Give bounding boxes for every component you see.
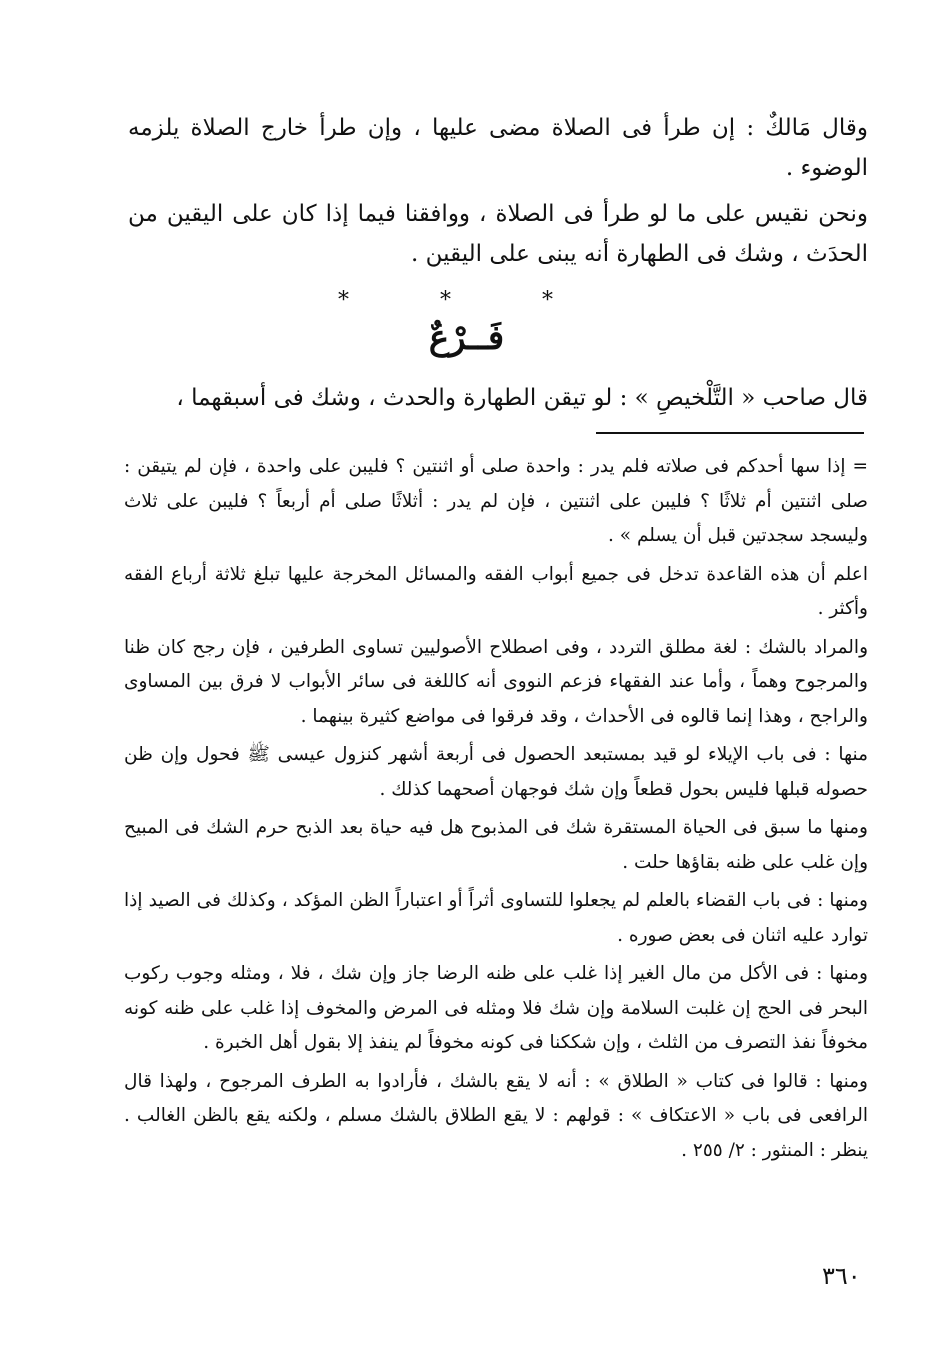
footnotes [124,450,868,1172]
main-text [128,108,868,280]
page-number: ٣٦٠ [822,1262,861,1290]
section-heading: فَــرْعٌ [428,318,505,358]
footnote-paragraph: اعلم أن هذه القاعدة تدخل فى جميع أبواب الفقه والمسائل المخرجة عليها تبلغ ثلاثة أرباع الفقه وأكثر . [124,563,868,619]
footnote-divider [596,432,864,434]
section-separator: * * * [338,288,595,313]
section-body [128,378,868,418]
main-paragraph-2: ونحن نقيس على ما لو طرأ فى الصلاة ، ووافقنا فيما إذا كان على اليقين من الحدَث ، وشك فى الطهارة أنه يبنى على اليقين . [128,201,868,267]
footnote-paragraph: منها : فى باب الإيلاء لو قيد بمستبعد الحصول فى أربعة أشهر كنزول عيسى ﷺ فحول وإن ظن حصوله قبلها فليس بحول قطعاً وإن شك فوجهان أصحهما كذلك . [124,744,868,800]
footnote-paragraph: ومنها : قالوا فى كتاب « الطلاق » : أنه لا يقع بالشك ، فأرادوا به الطرف المرجوح ، ولهذا قال الرافعى فى باب « الاعتكاف » : قولهم : لا يقع الطلاق بالشك مسلم ، ولكنه يقع بالظن الغالب . ينظر : المنثور : ٢/ ٢٥٥ . [124,1070,868,1161]
section-paragraph: قال صاحب « التَّلْخيصِ » : لو تيقن الطهارة والحدث ، وشك فى أسبقهما ، [176,385,868,411]
footnote-paragraph: ومنها : فى باب القضاء بالعلم لم يجعلوا للتساوى أثراً أو اعتباراً الظن المؤكد ، وكذلك فى الصيد إذا توارد عليه اثنان فى بعض صوره . [124,890,868,946]
footnote-paragraph: ومنها : فى الأكل من مال الغير إذا غلب على ظنه الرضا جاز وإن شك ، فلا ، ومثله وجوب ركوب البحر فى الحج إن غلبت السلامة وإن شك فلا ومثله فى المرض والمخوف إذا غلب على ظنه كونه مخوفاً نفذ التصرف من الثلث ، وإن شككنا فى كونه مخوفاً لم ينفذ إلا بقول أهل الخبرة . [124,963,868,1053]
footnote-paragraph: والمراد بالشك : لغة مطلق التردد ، وفى اصطلاح الأصوليين تساوى الطرفين ، فإن رجح كان ظنا والمرجوح وهماً ، وأما عند الفقهاء فزعم النووى أنه كاللغة فى سائر الأبواب لا فرق بين المساوى والراجح ، وهذا إنما قالوه فى الأحداث ، وقد فرقوا فى مواضع كثيرة بينهما . [124,636,868,727]
footnote-paragraph: ومنها ما سبق فى الحياة المستقرة شك فى المذبوح هل فيه حياة بعد الذبح حرم الشك فى المبيح وإن غلب على ظنه بقاؤها حلت . [124,817,868,873]
main-paragraph-1: وقال مَالكٌ : إن طرأ فى الصلاة مضى عليها ، وإن طرأ خارج الصلاة يلزمه الوضوء . [128,115,868,181]
footnote-paragraph: = إذا سها أحدكم فى صلاته فلم يدر : واحدة صلى أو اثنتين ؟ فليبن على واحدة ، فإن لم يتيقن : صلى اثنتين أم ثلاثًا ؟ فليبن على اثنتين ، فإن لم يدر : أثلاثًا صلى أم أربعاً ؟ فليبن على ثلاث وليسجد سجدتين قبل أن يسلم » . [124,456,868,546]
